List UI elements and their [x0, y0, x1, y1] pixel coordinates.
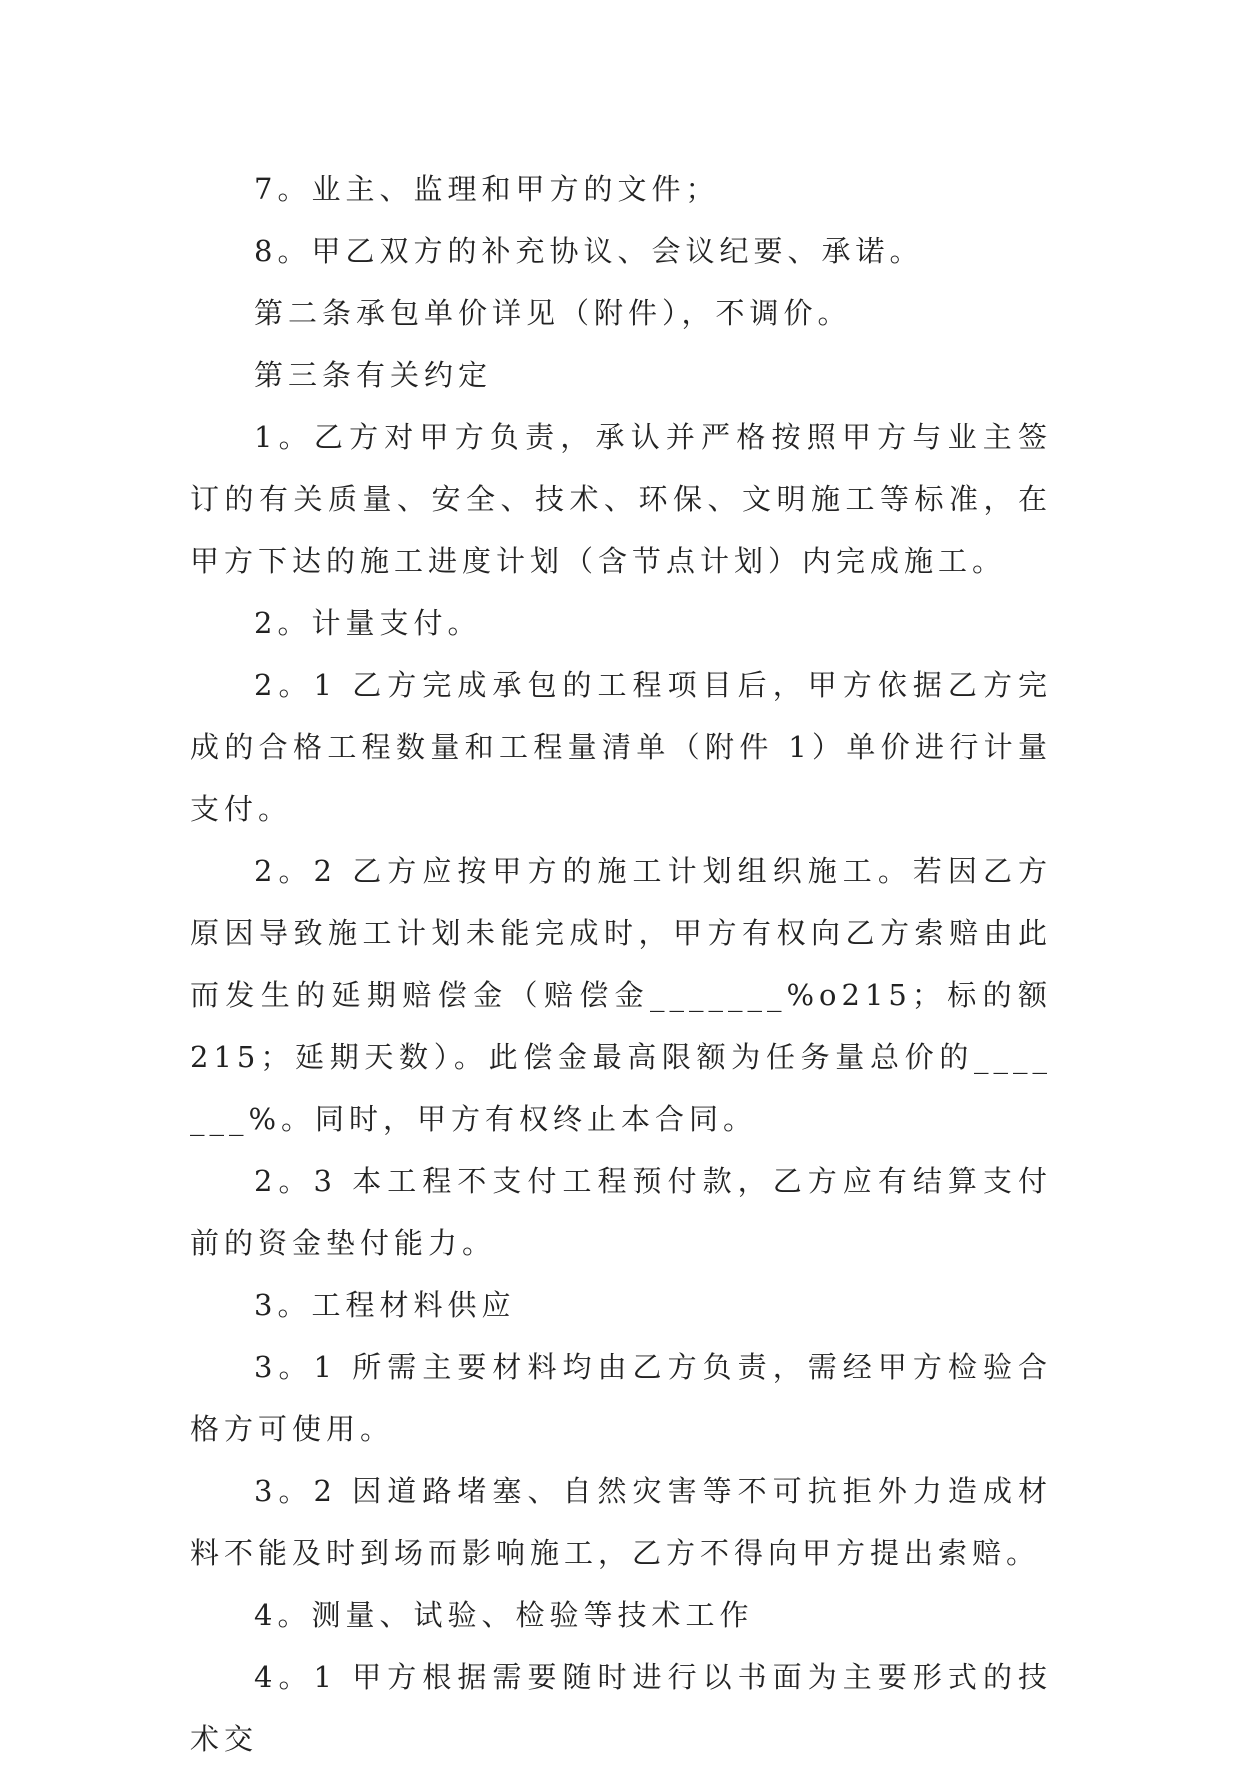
- clause-2-heading: 2。计量支付。: [254, 606, 482, 640]
- article-2-heading: 第二条承包单价详见（附件），不调价。: [254, 296, 852, 330]
- clause-3-1: 3。1 所需主要材料均由乙方负责，需经甲方检验合格方可使用。: [190, 1350, 1052, 1446]
- clause-4-1: 4。1 甲方根据需要随时进行以书面为主要形式的技术交: [190, 1660, 1052, 1756]
- clause-3-2: 3。2 因道路堵塞、自然灾害等不可抗拒外力造成材料不能及时到场而影响施工，乙方不得向甲方提出索赔。: [190, 1474, 1052, 1570]
- clause-2-2: 2。2 乙方应按甲方的施工计划组织施工。若因乙方原因导致施工计划未能完成时，甲方有权向乙方索赔由此而发生的延期赔偿金（赔偿金_______%o215；标的额 215；延期天数）。此偿金最高限额为任务量总价的_______%。同时，甲方有权终止本合同。: [190, 854, 1052, 1136]
- clause-4-heading: 4。测量、试验、检验等技术工作: [254, 1598, 754, 1632]
- clause-2-3: 2。3 本工程不支付工程预付款，乙方应有结算支付前的资金垫付能力。: [190, 1164, 1052, 1260]
- article-3-heading: 第三条有关约定: [254, 358, 493, 392]
- clause-3-heading: 3。工程材料供应: [254, 1288, 516, 1322]
- document-body: [190, 158, 1052, 1770]
- clause-1: 1。乙方对甲方负责，承认并严格按照甲方与业主签订的有关质量、安全、技术、环保、文明施工等标准，在甲方下达的施工进度计划（含节点计划）内完成施工。: [190, 420, 1052, 578]
- clause-2-1: 2。1 乙方完成承包的工程项目后，甲方依据乙方完成的合格工程数量和工程量清单（附件 1）单价进行计量支付。: [190, 668, 1052, 826]
- paragraph-item-7: 7。业主、监理和甲方的文件；: [254, 172, 720, 206]
- paragraph-item-8: 8。甲乙双方的补充协议、会议纪要、承诺。: [254, 234, 924, 268]
